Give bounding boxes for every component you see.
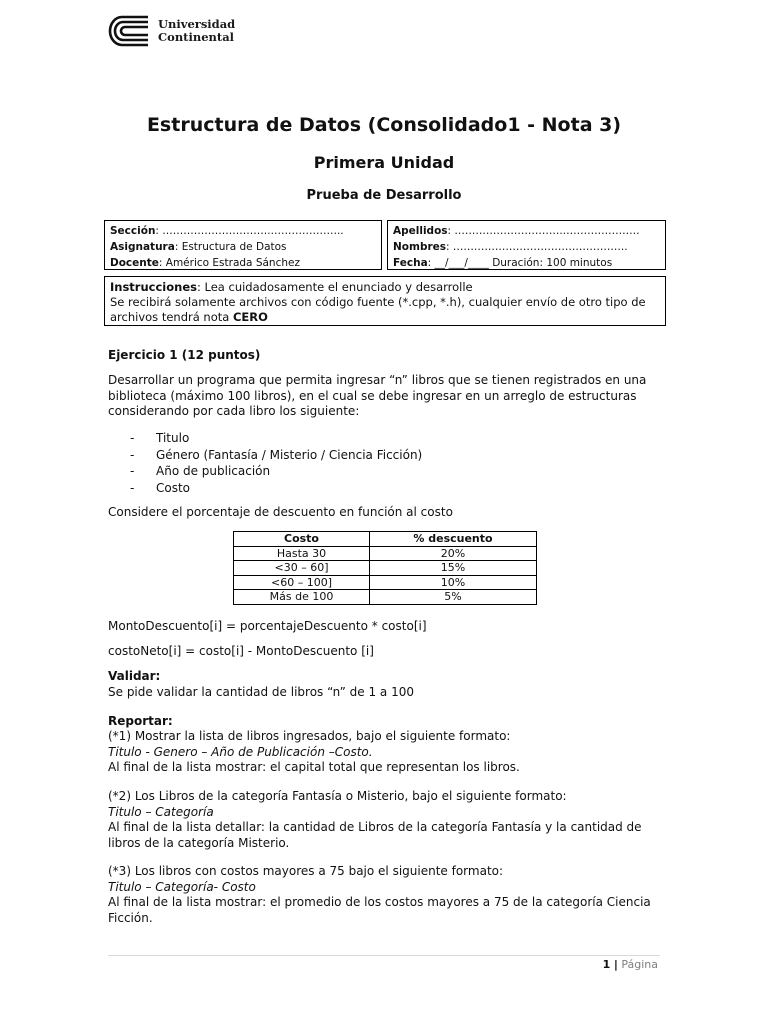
validar-text: Se pide validar la cantidad de libros “n” de 1 a 100 bbox=[108, 685, 414, 699]
fields-list bbox=[130, 430, 422, 496]
report-1: (*1) Mostrar la lista de libros ingresados, bajo el siguiente formato: Titulo - Genero – Año de Publicación –Costo. Al final de la lista mostrar: el capital total que representan los libros. bbox=[108, 729, 520, 774]
validar-label: Validar: bbox=[108, 669, 161, 683]
document-title: Estructura de Datos (Consolidado1 - Nota 3) bbox=[146, 114, 622, 136]
table-row: <60 – 100] 10% bbox=[234, 575, 537, 590]
seccion-row: Sección: …………………………..……………….. bbox=[110, 225, 344, 237]
instructions-box: Instrucciones: Lea cuidadosamente el enunciado y desarrolle Se recibirá solamente archivos con código fuente (*.cpp, *.h), cualquier envío de otro tipo de archivos tendrá nota CERO bbox=[104, 276, 666, 326]
student-info-left bbox=[104, 220, 382, 270]
logo-line-2: Continental bbox=[158, 30, 235, 44]
page-number: 1 bbox=[602, 958, 611, 971]
report-3: (*3) Los libros con costos mayores a 75 bajo el siguiente formato: Titulo – Categoría- Costo Al final de la lista mostrar: el promedio de los costos mayores a 75 de la categoría Ciencia Ficción. bbox=[108, 864, 651, 925]
logo-line-1: Universidad bbox=[158, 17, 236, 31]
university-logo bbox=[108, 14, 235, 48]
table-row: Más de 100 5% bbox=[234, 590, 537, 605]
test-title: Prueba de Desarrollo bbox=[306, 188, 462, 203]
unit-title: Primera Unidad bbox=[313, 153, 455, 172]
footer-divider bbox=[108, 955, 660, 956]
reportar-label: Reportar: bbox=[108, 714, 173, 728]
exercise-title: Ejercicio 1 (12 puntos) bbox=[108, 348, 261, 362]
docente-row: Docente: Américo Estrada Sánchez bbox=[110, 257, 300, 269]
table-row: <30 – 60] 15% bbox=[234, 561, 537, 576]
apellidos-row: Apellidos: …………………………..………………… bbox=[393, 225, 640, 237]
fecha-row: Fecha: __/___/____ Duración: 100 minutos bbox=[393, 257, 613, 269]
list-item: - Titulo bbox=[130, 431, 190, 445]
report-2: (*2) Los Libros de la categoría Fantasía o Misterio, bajo el siguiente formato: Titulo – Categoría Al final de la lista detallar: la cantidad de Libros de la categoría Fantasía y la cantidad de libros de la categoría Misterio. bbox=[108, 789, 642, 850]
exercise-intro: Desarrollar un programa que permita ingresar “n” libros que se tienen registrados en una biblioteca (máximo 100 libros), en el cual se debe ingresar en un arreglo de estructuras considerando por cada libro los siguiente: bbox=[108, 373, 647, 418]
logo-text bbox=[158, 18, 235, 44]
list-item: - Género (Fantasía / Misterio / Ciencia Ficción) bbox=[130, 447, 423, 462]
discount-table bbox=[233, 531, 537, 605]
page-footer: 1 | Página bbox=[602, 958, 658, 971]
formula-discount: MontoDescuento[i] = porcentajeDescuento * costo[i] bbox=[108, 619, 427, 633]
asignatura-row: Asignatura: Estructura de Datos bbox=[110, 241, 287, 253]
continental-logo-icon bbox=[108, 14, 152, 48]
list-item: - Año de publicación bbox=[130, 464, 271, 478]
nombres-row: Nombres: ………………………………………….. bbox=[393, 241, 628, 253]
student-info-right bbox=[387, 220, 666, 270]
formula-net: costoNeto[i] = costo[i] - MontoDescuento [i] bbox=[108, 644, 374, 658]
discount-intro: Considere el porcentaje de descuento en función al costo bbox=[108, 505, 453, 519]
table-header-row: Costo % descuento bbox=[234, 532, 537, 547]
page-word: Página bbox=[621, 958, 658, 971]
table-row: Hasta 30 20% bbox=[234, 546, 537, 561]
list-item: - Costo bbox=[130, 480, 191, 495]
